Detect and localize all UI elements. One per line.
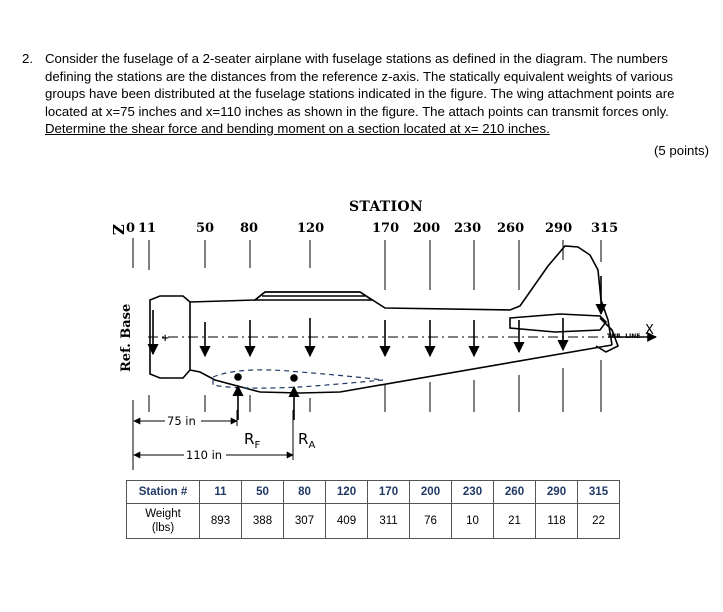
station-cell: 230 <box>452 481 494 504</box>
horizontal-stabilizer <box>510 314 606 332</box>
station-label: 80 <box>240 221 259 236</box>
weight-cell: 76 <box>410 504 452 539</box>
station-label: 0 <box>126 221 136 236</box>
ra-label: $R_A$ <box>298 430 316 451</box>
station-label: 290 <box>545 221 573 236</box>
weight-header-line: Weight <box>145 508 181 520</box>
station-label: 260 <box>497 221 525 236</box>
weight-header <box>127 504 200 539</box>
station-label: 230 <box>454 221 482 236</box>
problem-line: defining the stations are the distances from the reference z-axis. The statically equivalent weights of various <box>45 68 673 84</box>
front-attach-point <box>234 373 242 381</box>
weight-cell: 10 <box>452 504 494 539</box>
rf-label: $R_F$ <box>244 430 261 451</box>
station-cell: 290 <box>536 481 578 504</box>
weight-row <box>127 504 620 539</box>
rear-attach-point <box>290 374 298 382</box>
problem-line: located at x=75 inches and x=110 inches as shown in the figure. The attach points can transmit forces only. <box>45 103 669 119</box>
weight-cell: 21 <box>494 504 536 539</box>
station-cell: 260 <box>494 481 536 504</box>
x-axis-label: X <box>645 323 654 338</box>
dim-label-110: 110 in <box>186 448 223 462</box>
weight-cell: 409 <box>326 504 368 539</box>
fuselage-bottom <box>190 345 612 393</box>
station-row <box>127 481 620 504</box>
points-label: (5 points) <box>654 143 709 158</box>
fuselage-top <box>190 246 612 345</box>
station-cell: 170 <box>368 481 410 504</box>
weight-cell: 893 <box>200 504 242 539</box>
weight-cell: 118 <box>536 504 578 539</box>
station-label: 50 <box>196 221 215 236</box>
station-label: 11 <box>138 221 157 236</box>
problem-line: Consider the fuselage of a 2-seater airplane with fuselage stations as defined in the diagram. The numbers <box>45 51 668 66</box>
station-cell: 11 <box>200 481 242 504</box>
station-cell: 50 <box>242 481 284 504</box>
dim-label-75: 75 in <box>167 414 196 428</box>
weight-table <box>126 480 620 539</box>
problem-line: groups have been distributed at the fuselage stations indicated in the figure. The wing attachment points are <box>45 86 675 101</box>
thr-line-label: THR. LINE <box>607 333 641 340</box>
station-label: 120 <box>297 221 325 236</box>
station-title: STATION <box>349 199 423 215</box>
station-cell: 120 <box>326 481 368 504</box>
station-cell: 315 <box>578 481 620 504</box>
station-cell: 200 <box>410 481 452 504</box>
weight-cell: 307 <box>284 504 326 539</box>
station-header: Station # <box>127 481 200 504</box>
station-label: 170 <box>372 221 400 236</box>
problem-number: 2. <box>22 51 33 66</box>
station-label: 315 <box>591 221 619 236</box>
weight-cell: 22 <box>578 504 620 539</box>
cg-plus-mark: + <box>161 333 170 344</box>
station-label: 200 <box>413 221 441 236</box>
weight-header-unit: (lbs) <box>151 522 175 534</box>
weight-cell: 388 <box>242 504 284 539</box>
weight-cell: 311 <box>368 504 410 539</box>
z-axis-label: Z <box>109 224 127 235</box>
station-cell: 80 <box>284 481 326 504</box>
ref-base-label: Ref. Base <box>119 303 134 372</box>
problem-question: Determine the shear force and bending moment on a section located at x= 210 inches. <box>45 121 550 136</box>
